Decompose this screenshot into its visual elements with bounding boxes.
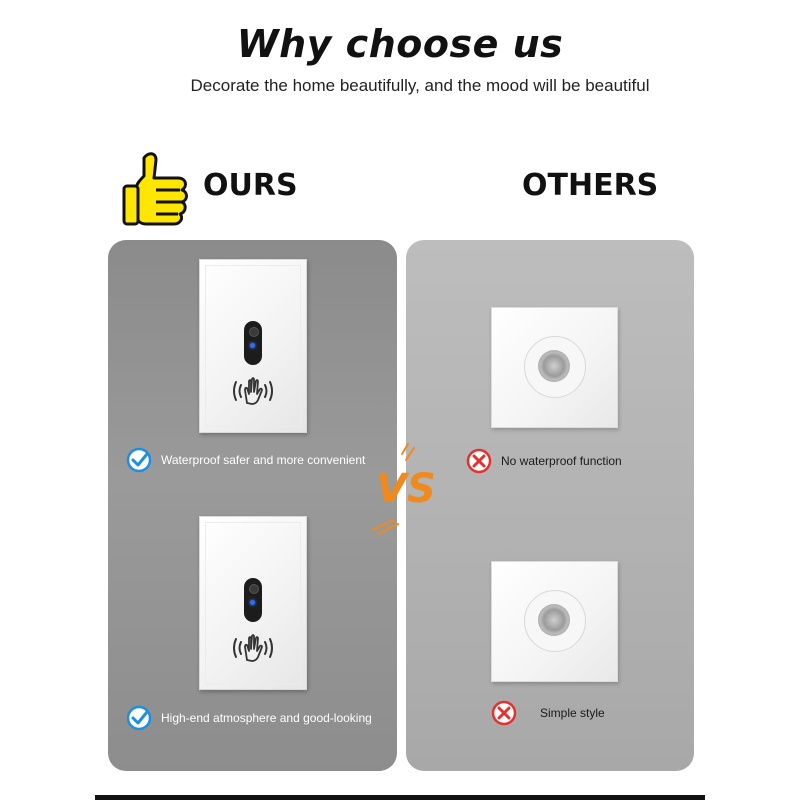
page-subtitle: Decorate the home beautifully, and the mood will be beautiful	[190, 76, 650, 95]
others-heading: OTHERS	[522, 168, 659, 203]
ours-switch-image	[199, 516, 307, 690]
others-switch-image	[491, 561, 618, 682]
page-title: Why choose us	[236, 22, 564, 66]
others-feature-1	[465, 447, 622, 475]
hand-wave-icon	[230, 376, 276, 406]
hand-wave-icon	[230, 633, 276, 663]
sensor-icon	[244, 578, 262, 622]
check-circle-icon	[125, 446, 153, 474]
thumbs-up-icon	[122, 150, 192, 228]
ours-feature-1-label: Waterproof safer and more convenient	[161, 453, 366, 467]
sensor-icon	[244, 321, 262, 365]
others-switch-image	[491, 307, 618, 428]
vs-badge	[368, 440, 438, 535]
ours-feature-2	[125, 704, 372, 732]
ours-heading: OURS	[203, 168, 298, 203]
others-feature-2-label: Simple style	[540, 706, 605, 720]
sensor-knob-icon	[538, 604, 570, 636]
check-circle-icon	[125, 704, 153, 732]
cross-circle-icon	[490, 699, 518, 727]
others-feature-2	[490, 699, 605, 727]
ours-feature-1	[125, 446, 365, 474]
cross-circle-icon	[465, 447, 493, 475]
sensor-knob-icon	[538, 350, 570, 382]
others-feature-1-label: No waterproof function	[501, 454, 622, 468]
bottom-divider	[95, 795, 705, 800]
ours-feature-2-label: High-end atmosphere and good-looking	[161, 711, 372, 725]
ours-switch-image	[199, 259, 307, 433]
vs-label: VS	[376, 466, 436, 512]
